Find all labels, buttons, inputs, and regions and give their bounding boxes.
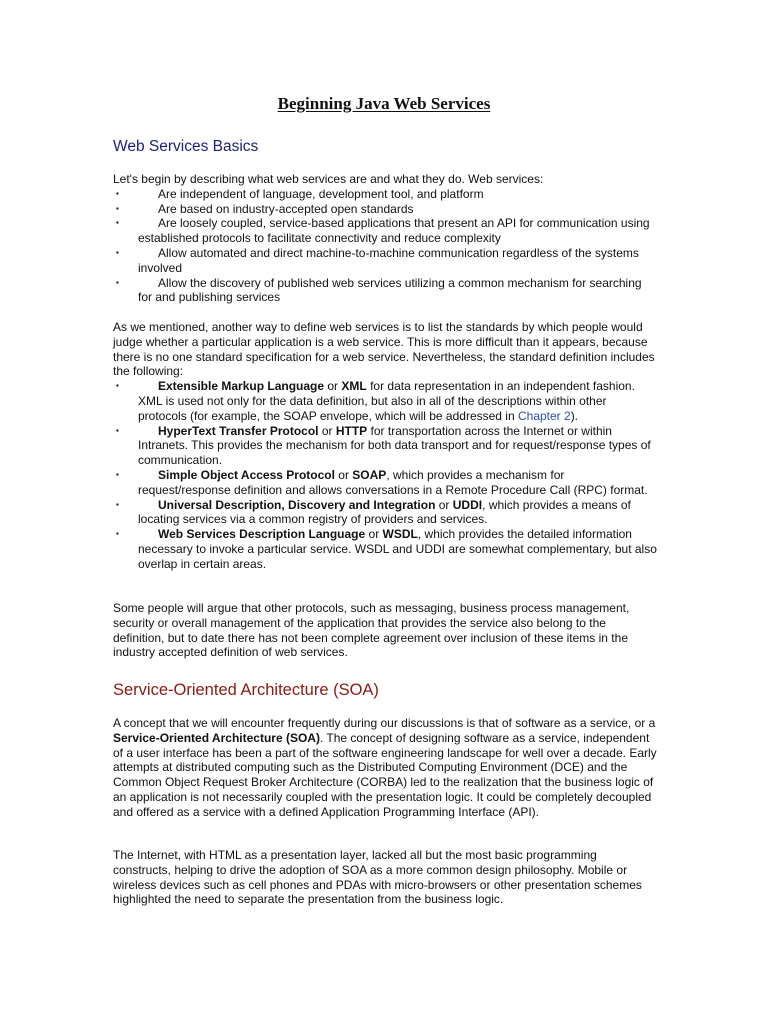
standards-intro-paragraph: As we mentioned, another way to define web services is to list the standards by which people would judge whether a particular application is a web service. This is more difficult than it appears, because there is no one standard specification for a web service. Nevertheless, the standard definition includes the following:: [113, 320, 655, 379]
bullet-icon: ▪: [116, 218, 119, 228]
protocols-paragraph-block: [113, 601, 658, 660]
standards-list: [113, 379, 658, 571]
intro-block: [113, 172, 658, 305]
intro-paragraph: Let's begin by describing what web services are and what they do. Web services:: [113, 172, 544, 186]
standard-name: HyperText Transfer Protocol: [158, 423, 319, 438]
standard-abbr: SOAP: [352, 467, 387, 482]
list-item: ▪ Web Services Description Language or WSDL, which provides the detailed information necessary to invoke a particular service. WSDL and UDDI are somewhat complementary, but also overlap in certain areas.: [116, 527, 657, 571]
soa-term: Service-Oriented Architecture (SOA): [113, 730, 320, 745]
bullet-icon: ▪: [116, 469, 119, 479]
protocols-paragraph: Some people will argue that other protocols, such as messaging, business process management, security or overall management of the application that provides the service also belong to the definition, but to date there has not been complete agreement over inclusion of these items in the industry accepted definition of web services.: [113, 601, 630, 660]
standard-name: Extensible Markup Language: [158, 379, 325, 394]
bullet-icon: ▪: [116, 277, 119, 287]
web-services-traits-list: [113, 187, 658, 305]
soa-paragraph-block: [113, 716, 658, 820]
list-item: ▪ Allow automated and direct machine-to-machine communication regardless of the systems involved: [116, 245, 639, 275]
list-item: ▪ Universal Description, Discovery and Integration or UDDI, which provides a means of locating services via a common registry of providers and services.: [116, 497, 631, 527]
standard-name: Simple Object Access Protocol: [158, 467, 335, 482]
bullet-icon: ▪: [116, 247, 119, 257]
bullet-icon: ▪: [116, 425, 119, 435]
bullet-icon: ▪: [116, 203, 119, 213]
list-item: ▪ HyperText Transfer Protocol or HTTP for transportation across the Internet or within Intranets. This provides the mechanism for both data transport and for request/response types of communication.: [116, 423, 651, 468]
standard-abbr: WSDL: [382, 527, 418, 542]
chapter-2-link[interactable]: Chapter 2: [517, 408, 571, 423]
standards-block: [113, 320, 658, 572]
standard-abbr: XML: [341, 379, 367, 394]
section-heading-web-services-basics: Web Services Basics: [113, 138, 259, 155]
internet-paragraph-block: [113, 848, 658, 907]
internet-paragraph: The Internet, with HTML as a presentation layer, lacked all but the most basic programming constructs, helping to drive the adoption of SOA as a more common design philosophy. Mobile or wireless devices such as cell phones and PDAs with micro-browsers or other presentation schemes highlighted the need to separate the presentation from the business logic.: [113, 848, 642, 907]
list-item: ▪ Are based on industry-accepted open standards: [116, 201, 414, 216]
list-item: ▪ Are independent of language, development tool, and platform: [116, 186, 484, 201]
soa-paragraph: A concept that we will encounter frequently during our discussions is that of software as a service, or a Service-Oriented Architecture (SOA). The concept of designing software as a service, independent of a user interface has been a part of the software engineering landscape for well over a decade. Early attempts at distributed computing such as the Distributed Computing Environment (DCE) and the Common Object Request Broker Architecture (CORBA) led to the realization that the business logic of an application is not necessarily coupled with the presentation logic. It could be completely decoupled and offered as a service with a defined Application Programming Interface (API).: [113, 716, 657, 819]
bullet-icon: ▪: [116, 499, 119, 509]
list-item: ▪ Allow the discovery of published web services utilizing a common mechanism for searching for and publishing services: [116, 275, 642, 305]
list-item: ▪ Simple Object Access Protocol or SOAP, which provides a mechanism for request/response definition and allows conversations in a Remote Procedure Call (RPC) format.: [116, 467, 648, 497]
document-title: Beginning Java Web Services: [277, 94, 491, 113]
list-item: ▪ Are loosely coupled, service-based applications that present an API for communication using established protocols to facilitate connectivity and reduce complexity: [116, 216, 650, 246]
standard-abbr: HTTP: [335, 423, 368, 438]
bullet-icon: ▪: [116, 529, 119, 539]
list-item: ▪ Extensible Markup Language or XML for data representation in an independent fashion. XML is used not only for the data definition, but also in all of the descriptions within other protocols (for example, the SOAP envelope, which will be addressed in Chapter 2).: [116, 379, 635, 423]
section-heading-soa: Service-Oriented Architecture (SOA): [113, 681, 379, 699]
standard-name: Universal Description, Discovery and Integration: [158, 497, 436, 512]
standard-name: Web Services Description Language: [158, 527, 366, 542]
bullet-icon: ▪: [116, 188, 119, 198]
standard-abbr: UDDI: [452, 497, 483, 512]
bullet-icon: ▪: [116, 381, 119, 391]
